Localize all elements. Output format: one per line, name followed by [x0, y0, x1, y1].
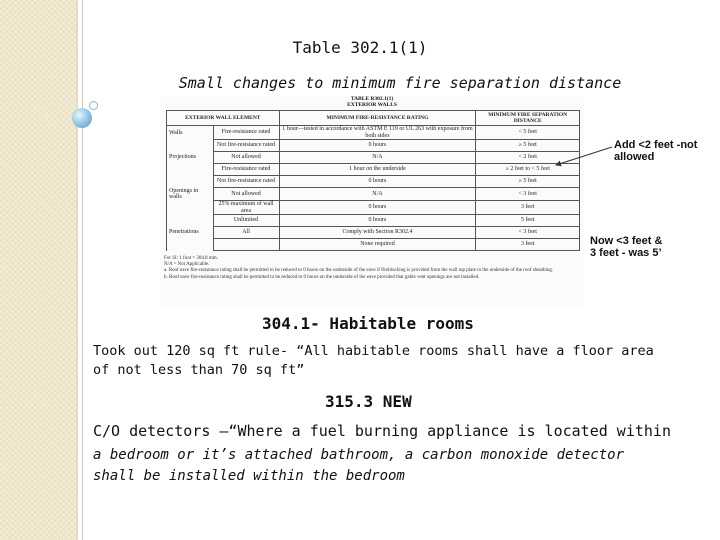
header-element: EXTERIOR WALL ELEMENT	[167, 111, 280, 126]
table-cell-element: All	[213, 227, 279, 239]
table-cell-rating: 0 hours	[279, 215, 476, 227]
section-304-body	[93, 342, 683, 380]
table-cell-rating: 1 hour—tested in accordance with ASTM E 119 or UL 263 with exposure from both sides	[279, 126, 476, 140]
header-distance: MINIMUM FIRE SEPARATION DISTANCE	[476, 111, 580, 126]
table-cell-element: Fire-resistance rated	[213, 126, 279, 140]
annotation-now-line1: Now <3 feet &	[590, 235, 663, 247]
table-cell-rating: 0 hours	[279, 201, 476, 215]
table-cell-group: Walls	[167, 126, 214, 140]
table-cell-element: Not fire-resistance rated	[213, 176, 279, 188]
footnote: a. Roof eave fire-resistance rating shall be permitted to be reduced to 0 hours on the underside of the eave if fireblocking is provided from the wall top plate to the underside of the roof sheathing.	[164, 268, 554, 274]
table-cell-distance: < 3 feet	[476, 188, 580, 201]
section-315-line2: a bedroom or it’s attached bathroom, a carbon monoxide detector	[93, 447, 625, 463]
annotation-add-line1: Add <2 feet -not	[614, 139, 698, 151]
annotation-add-line2: allowed	[614, 151, 655, 163]
table-cell-distance: ≥ 5 feet	[476, 140, 580, 152]
table-cell-distance: 3 feet	[476, 201, 580, 215]
table-cell-rating: Comply with Section R302.4	[279, 227, 476, 239]
table-cell-rating: 0 hours	[279, 140, 476, 152]
table-cell-element: Unlimited	[213, 215, 279, 227]
table-cell-rating: N/A	[279, 152, 476, 164]
slide-subtitle: Small changes to minimum fire separation distance	[178, 74, 622, 92]
table-cell-group: Openings in walls	[167, 188, 214, 201]
table-cell-group: Penetrations	[167, 227, 214, 239]
section-315-heading: 315.3 NEW	[325, 392, 412, 411]
table-cell-group: Projections	[167, 152, 214, 164]
table-cell-distance: < 5 feet	[476, 126, 580, 140]
table-cell-distance: 5 feet	[476, 215, 580, 227]
section-315-line1: C/O detectors –“Where a fuel burning appliance is located within	[93, 422, 671, 440]
section-304-heading: 304.1- Habitable rooms	[262, 314, 474, 333]
table-cell-element: 25% maximum of wall area	[213, 201, 279, 215]
table-cell-element: Not allowed	[213, 188, 279, 201]
section-304-line2: of not less than 70 sq ft”	[93, 362, 305, 378]
table-cell-distance: < 3 feet	[476, 227, 580, 239]
header-rating: MINIMUM FIRE-RESISTANCE RATING	[279, 111, 476, 126]
table-cell-rating: None required	[279, 239, 476, 251]
table-cell-distance: ≥ 5 feet	[476, 176, 580, 188]
annotation-now-line2: 3 feet - was 5’	[590, 247, 662, 259]
table-cell-element: Fire-resistance rated	[213, 164, 279, 176]
scan-caption-line2: EXTERIOR WALLS	[347, 102, 397, 108]
table-cell-rating: N/A	[279, 188, 476, 201]
table-cell-distance: ≥ 2 feet to < 5 feet	[476, 164, 580, 176]
section-315-line3: shall be installed within the bedroom	[93, 468, 405, 484]
footnote: N/A = Not Applicable.	[164, 262, 210, 268]
footnote: b. Roof eave fire-resistance rating shall be permitted to be reduced to 0 hours on the underside of the eave provided that gable vent openings are not installed.	[164, 274, 480, 280]
table-cell-element: Not allowed	[213, 152, 279, 164]
table-cell-distance: 3 feet	[476, 239, 580, 251]
table-cell-rating: 0 hours	[279, 176, 476, 188]
section-315-intro	[93, 421, 693, 442]
table-cell-rating: 1 hour on the underside	[279, 164, 476, 176]
section-304-line1: Took out 120 sq ft rule- “All habitable rooms shall have a floor area	[93, 343, 654, 359]
section-315-body	[93, 445, 693, 487]
table-cell-distance: < 2 feet	[476, 152, 580, 164]
slide-title: Table 302.1(1)	[292, 38, 428, 57]
footnote: For SI: 1 foot = 304.8 mm.	[164, 256, 218, 261]
table-cell-element: Not fire-resistance rated	[213, 140, 279, 152]
scan-caption-line1: TABLE R302.1(1)	[350, 96, 394, 102]
